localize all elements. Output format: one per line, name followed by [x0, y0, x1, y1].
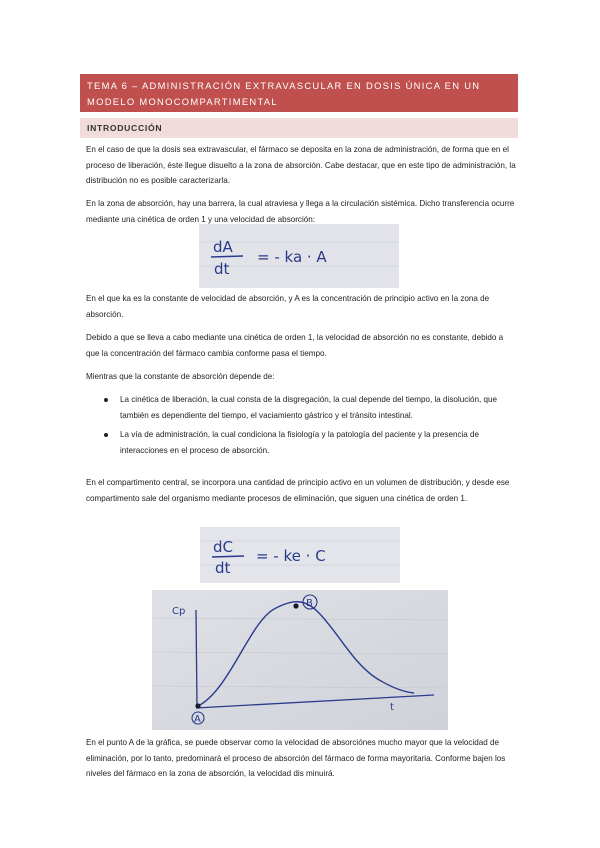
list-item: La cinética de liberación, la cual consta de la disgregación, la cual depende del tiempo, la disolución, que también es dependiente del tiempo, el vaciamiento gástrico y el tránsito intestinal. — [104, 392, 516, 423]
list-item: La vía de administración, la cual condiciona la fisiología y la patología del paciente y la presencia de interacciones en el proceso de absorción. — [104, 427, 516, 458]
x-axis-label: t — [390, 702, 394, 713]
bullet-icon — [104, 398, 108, 402]
concentration-time-graph-photo — [152, 590, 448, 730]
paragraph-point-a: En el punto A de la gráfica, se puede observar como la velocidad de absorciónes mucho mayor que la velocidad de eliminación, por lo tanto, predominará el proceso de absorción del fármaco de forma mayoritaria. Conforme bajen los niveles del fármaco en la zona de absorción, la velocidad dis minuirá. — [86, 738, 506, 778]
bullet-icon — [104, 433, 108, 437]
eq1-numerator: dA — [213, 238, 233, 256]
eq2-rhs: = - ke · C — [256, 547, 326, 565]
paragraph-absorption-zone: En la zona de absorción, hay una barrera, la cual atraviesa y llega a la circulación sistémica. Dicho transferencia ocurre mediante una cinética de orden 1 y una velocidad de absorción: — [86, 199, 515, 224]
equation-photo-elimination — [200, 527, 400, 583]
eq1-denominator: dt — [214, 260, 230, 278]
page-title: TEMA 6 – ADMINISTRACIÓN EXTRAVASCULAR EN DOSIS ÚNICA EN UN MODELO MONOCOMPARTIMENTAL — [80, 74, 518, 112]
paragraph-order-one: Debido a que se lleva a cabo mediante una cinética de orden 1, la velocidad de absorción no es constante, debido a que la concentración del fármaco cambia conforme pasa el tiempo. — [86, 333, 504, 358]
equation-photo-absorption — [199, 224, 399, 288]
point-b-label: B — [306, 598, 313, 609]
y-axis-label: Cp — [172, 606, 186, 617]
dependency-list — [104, 392, 516, 462]
paragraph-central-compartment: En el compartimento central, se incorpora una cantidad de principio activo en un volumen de distribución, y desde ese compartimento sale del organismo mediante procesos de eliminación, que siguen una cinética de orden 1. — [86, 478, 510, 503]
paragraph-depends-on: Mientras que la constante de absorción depende de: — [86, 372, 275, 381]
paragraph-ka-definition: En el que ka es la constante de velocidad de absorción, y A es la concentración de principio activo en la zona de absorción. — [86, 294, 490, 319]
eq2-denominator: dt — [215, 559, 231, 577]
eq1-rhs: = - ka · A — [257, 248, 327, 266]
section-heading: INTRODUCCIÓN — [80, 118, 518, 138]
point-a-marker — [195, 703, 200, 708]
point-a-label: A — [194, 714, 201, 725]
point-b-marker — [293, 603, 298, 608]
paragraph-intro: En el caso de que la dosis sea extravascular, el fármaco se deposita en la zona de administración, de forma que en el proceso de liberación, éste llegue disuelto a la zona de absorción. Cabe destacar, que en este tipo de administración, la distribución no es posible caracterizarla. — [86, 145, 516, 185]
eq2-numerator: dC — [213, 538, 233, 556]
